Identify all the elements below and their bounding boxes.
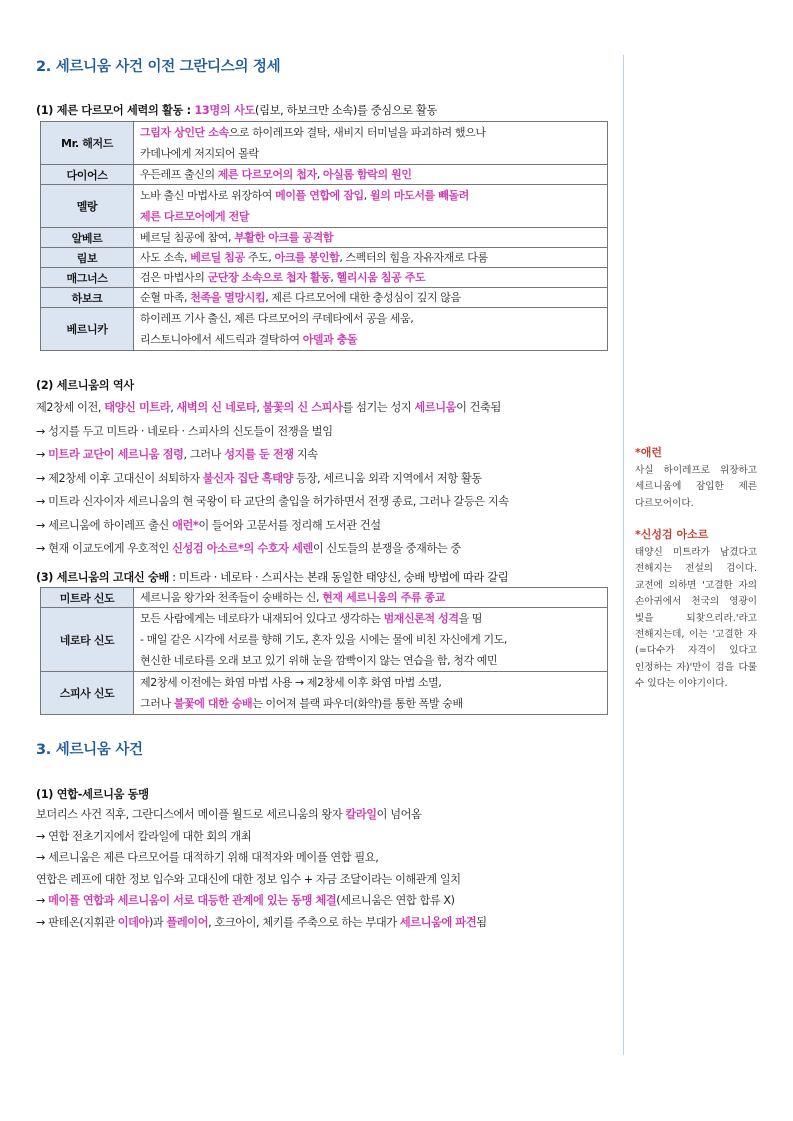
row-label: 림보 (41, 248, 134, 268)
description-line (140, 228, 601, 247)
text-segment: 으로 하이레프와 결탁, 새비지 터미널을 파괴하려 했으나 (228, 126, 486, 139)
description-line (140, 143, 601, 164)
section-3-1-heading: (1) 연합-세르니움 동맹 (36, 788, 149, 801)
highlight-text: 세르니움 (414, 401, 457, 414)
text-segment: 우든레프 출신의 (140, 168, 218, 181)
sidenote-body: 태양신 미트라가 남겼다고 전해지는 전설의 검이다. 교전에 의하면 '고결한 자의 손아귀에서 천국의 영광이 빛을 되찾으리라.'라고 전해지는데, 이는 '고결한 자(=다수가 자격이 있다고 인정하는 자)'만이 검을 다룰 수 있다는 이야기이다. (635, 547, 757, 690)
text-segment: )과 (148, 915, 167, 929)
row-description (134, 308, 608, 351)
text-segment: 그러나 (140, 697, 174, 710)
list-item (36, 443, 608, 467)
highlight-text: 현재 세르니움의 주류 종교 (322, 591, 445, 604)
sidenote-body: 사실 하이레프로 위장하고 세르니움에 잠입한 제른 다르모어이다. (635, 465, 757, 509)
highlight-text: 성지를 둔 전쟁 (224, 448, 294, 461)
text-segment: → (36, 448, 49, 461)
highlight-text: 아크를 봉인함 (274, 251, 340, 264)
text-segment: , (330, 271, 337, 284)
table-row (41, 308, 608, 351)
sidenote-aeron (635, 444, 757, 512)
table-row (41, 185, 608, 228)
highlight-text: 칼라일 (345, 808, 377, 821)
row-label: 베르니카 (41, 308, 134, 351)
highlight-text: 헬리시움 침공 주도 (336, 271, 426, 284)
row-label: 미트라 신도 (41, 588, 134, 608)
list-item (36, 847, 608, 869)
description-line (140, 629, 601, 650)
text-segment: 제2창세 이전, (36, 401, 105, 414)
description-line (140, 248, 601, 267)
text-segment: 검은 마법사의 (140, 271, 208, 284)
highlight-text: 불신자 집단 흑태양 (202, 471, 294, 485)
list-item (36, 890, 608, 912)
list-item (36, 912, 608, 934)
sidenote-title: *신성검 아소르 (635, 528, 709, 541)
text-segment: → 제2창세 이후 고대신이 쇠퇴하자 (36, 471, 203, 485)
description-line (140, 650, 601, 671)
row-description (134, 185, 608, 228)
sidenote-title: *애런 (635, 446, 663, 459)
text-segment: → 세르니움은 제른 다르모어를 대적하기 위해 대적자와 메이플 연합 필요, (36, 851, 379, 864)
text-segment: → 현재 이교도에게 우호적인 (36, 542, 173, 555)
description-line (140, 165, 601, 184)
row-label: 매그너스 (41, 268, 134, 288)
highlight-text: 아실롬 함락의 원인 (322, 168, 412, 181)
highlight-text: 불꽃의 신 스피사 (262, 401, 343, 414)
table-row (41, 248, 608, 268)
section-2-2-heading: (2) 세르니움의 역사 (36, 379, 134, 392)
alliance-list (36, 804, 608, 933)
text-segment: → (36, 894, 49, 907)
row-description (134, 165, 608, 185)
text-segment: 카데나에게 저지되어 몰락 (140, 147, 259, 160)
highlight-text: 이데아 (117, 915, 149, 929)
description-line (140, 588, 601, 607)
text-segment: 제2창세 이전에는 화염 마법 사용 → 제2창세 이후 화염 마법 소멸, (140, 676, 442, 689)
highlight-text: 메이플 연합과 세르니움이 서로 대등한 관계에 있는 동맹 체결 (48, 894, 337, 907)
highlight-text: 천족을 멸망시킴 (190, 291, 266, 304)
description-line (140, 122, 601, 143)
table-row (41, 268, 608, 288)
highlight-text: 불꽃에 대한 숭배 (173, 697, 253, 710)
description-line (140, 329, 601, 350)
highlight-text: 그림자 상인단 소속 (140, 126, 229, 139)
text-segment: , 호크아이, 체키를 주축으로 하는 부대가 (208, 915, 400, 929)
section-3-title: 3. 세르니움 사건 (36, 742, 143, 758)
list-item (36, 420, 608, 444)
highlight-text: 아델과 충돌 (302, 333, 358, 346)
text-segment: → 성지를 두고 미트라 · 네로타 · 스피사의 신도들이 전쟁을 벌임 (36, 424, 333, 438)
highlight-text: 애런* (172, 518, 199, 532)
highlight-text: 범재신론적 성격 (383, 612, 459, 625)
highlight-text: 세르니움에 파견 (399, 915, 477, 929)
list-item (36, 514, 608, 538)
sidenote-holy-sword (635, 526, 757, 693)
description-line (140, 206, 601, 227)
highlight-text: 베르딜 침공 (190, 251, 245, 264)
text-segment: , (363, 189, 370, 202)
text-segment: 현신한 네로타를 오래 보고 있기 위해 눈을 깜빡이지 않는 연습을 함, 청각 예민 (140, 654, 498, 667)
highlight-text: 군단장 소속으로 첩자 활동 (207, 271, 331, 284)
list-item (36, 467, 608, 491)
description-line (140, 672, 601, 693)
text-segment: 등장, 세르니움 외곽 지역에서 저항 활동 (293, 471, 482, 485)
text-segment: (세르니움은 연합 합류 X) (336, 894, 455, 907)
worship-table (40, 587, 608, 715)
row-label: 네로타 신도 (41, 608, 134, 672)
table-row (41, 588, 608, 608)
highlight-text: 윌의 마도서를 빼돌려 (369, 189, 469, 202)
list-item (36, 396, 608, 420)
section-2-3-heading: (3) 세르니움의 고대신 숭배 : 미트라 · 네로타 · 스피사는 본래 동일한 태양신, 숭배 방법에 따라 갈림 (36, 571, 509, 584)
description-line (140, 288, 601, 307)
highlight-text: 제른 다르모어에게 전달 (140, 210, 250, 223)
table-row (41, 165, 608, 185)
text-segment: 이 들어와 고문서를 정리해 도서관 건설 (198, 518, 381, 532)
text-segment: 를 섬기는 성지 (342, 401, 415, 414)
text-segment: , (170, 401, 177, 414)
text-segment: 이 건축됨 (456, 401, 501, 414)
text-segment: 보더리스 사건 직후, 그란디스에서 메이플 월드로 세르니움의 왕자 (36, 808, 346, 821)
text-segment: , (256, 401, 263, 414)
table-row (41, 228, 608, 248)
apostles-table (40, 121, 608, 351)
highlight-text: 플레이어 (166, 915, 209, 929)
row-description (134, 608, 608, 672)
text-segment: 노바 출신 마법사로 위장하여 (140, 189, 276, 202)
list-item (36, 869, 608, 891)
row-description (134, 122, 608, 165)
description-line (140, 268, 601, 287)
text-segment: 이 넘어옴 (376, 808, 422, 821)
text-segment: → 판테온(지휘관 (36, 915, 118, 929)
text-segment: 모든 사람에게는 네로타가 내재되어 있다고 생각하는 (140, 612, 384, 625)
highlight-text: 미트라 교단이 세르니움 점령 (48, 448, 184, 461)
highlight-text: 제른 다르모어의 첩자 (217, 168, 317, 181)
row-label: 스피사 신도 (41, 672, 134, 715)
highlight-text: 새벽의 신 네로타 (176, 401, 257, 414)
text-segment: 을 띰 (458, 612, 483, 625)
row-label: 알베르 (41, 228, 134, 248)
row-description (134, 588, 608, 608)
table-row (41, 122, 608, 165)
text-segment: 세르니움 왕가와 천족들이 숭배하는 신, (140, 591, 323, 604)
row-label: 다이어스 (41, 165, 134, 185)
table-row (41, 672, 608, 715)
text-segment: 하이레프 기사 출신, 제른 다르모어의 쿠데타에서 공을 세움, (140, 312, 414, 325)
list-item (36, 826, 608, 848)
description-line (140, 308, 601, 329)
row-description (134, 288, 608, 308)
table-row (41, 288, 608, 308)
row-description (134, 228, 608, 248)
text-segment: - 매일 같은 시각에 서로를 향해 기도, 혼자 있을 시에는 물에 비친 자신에게 기도, (140, 633, 508, 646)
list-item (36, 537, 608, 561)
text-segment: 순혈 마족, (140, 291, 191, 304)
section-2-title: 2. 세르니움 사건 이전 그란디스의 정세 (36, 59, 281, 75)
row-label: 하보크 (41, 288, 134, 308)
text-segment: , 스펙터의 힘을 자유자재로 다룸 (339, 251, 488, 264)
list-item (36, 804, 608, 826)
description-line (140, 693, 601, 714)
text-segment: 이 신도들의 분쟁을 중재하는 중 (312, 542, 461, 555)
text-segment: 됨 (476, 915, 487, 929)
highlight-text: 메이플 연합에 잠입 (275, 189, 364, 202)
history-list (36, 396, 608, 561)
text-segment: → 미트라 신자이자 세르니움의 현 국왕이 타 교단의 출입을 허가하면서 전쟁 종료, 그러나 갈등은 지속 (36, 495, 509, 508)
sidebar-divider (623, 55, 624, 1055)
text-segment: → 연합 전초기지에서 칼라일에 대한 회의 개최 (36, 829, 252, 843)
text-segment: 연합은 레프에 대한 정보 입수와 고대신에 대한 정보 입수 + 자금 조달이라는 이해관계 일치 (36, 872, 461, 886)
text-segment: 베르딜 침공에 참여, (140, 231, 235, 244)
description-line (140, 608, 601, 629)
row-description (134, 672, 608, 715)
list-item (36, 490, 608, 514)
row-label: 멜랑 (41, 185, 134, 228)
text-segment: , 그러나 (183, 448, 225, 461)
text-segment: , 제른 다르모어에 대한 충성심이 깊지 않음 (265, 291, 461, 304)
row-label: Mr. 해저드 (41, 122, 134, 165)
description-line (140, 185, 601, 206)
text-segment: 사도 소속, (140, 251, 191, 264)
row-description (134, 248, 608, 268)
row-description (134, 268, 608, 288)
text-segment: , (316, 168, 323, 181)
highlight-text: 부활한 아크를 공격함 (234, 231, 334, 244)
highlight-text: 태양신 미트라 (104, 401, 171, 414)
section-2-1-heading: (1) 제른 다르모어 세력의 활동 : 13명의 사도(림보, 하보크만 소속)를 중심으로 활동 (36, 104, 438, 117)
text-segment: 리스토니아에서 세드릭과 결탁하여 (140, 333, 303, 346)
text-segment: 지속 (293, 448, 318, 461)
text-segment: → 세르니움에 하이레프 출신 (36, 518, 173, 532)
text-segment: 주도, (244, 251, 275, 264)
highlight-text: 신성검 아소르*의 수호자 세렌 (172, 542, 313, 555)
text-segment: 는 이어져 블랙 파우더(화약)를 통한 폭발 숭배 (252, 697, 463, 710)
table-row (41, 608, 608, 672)
